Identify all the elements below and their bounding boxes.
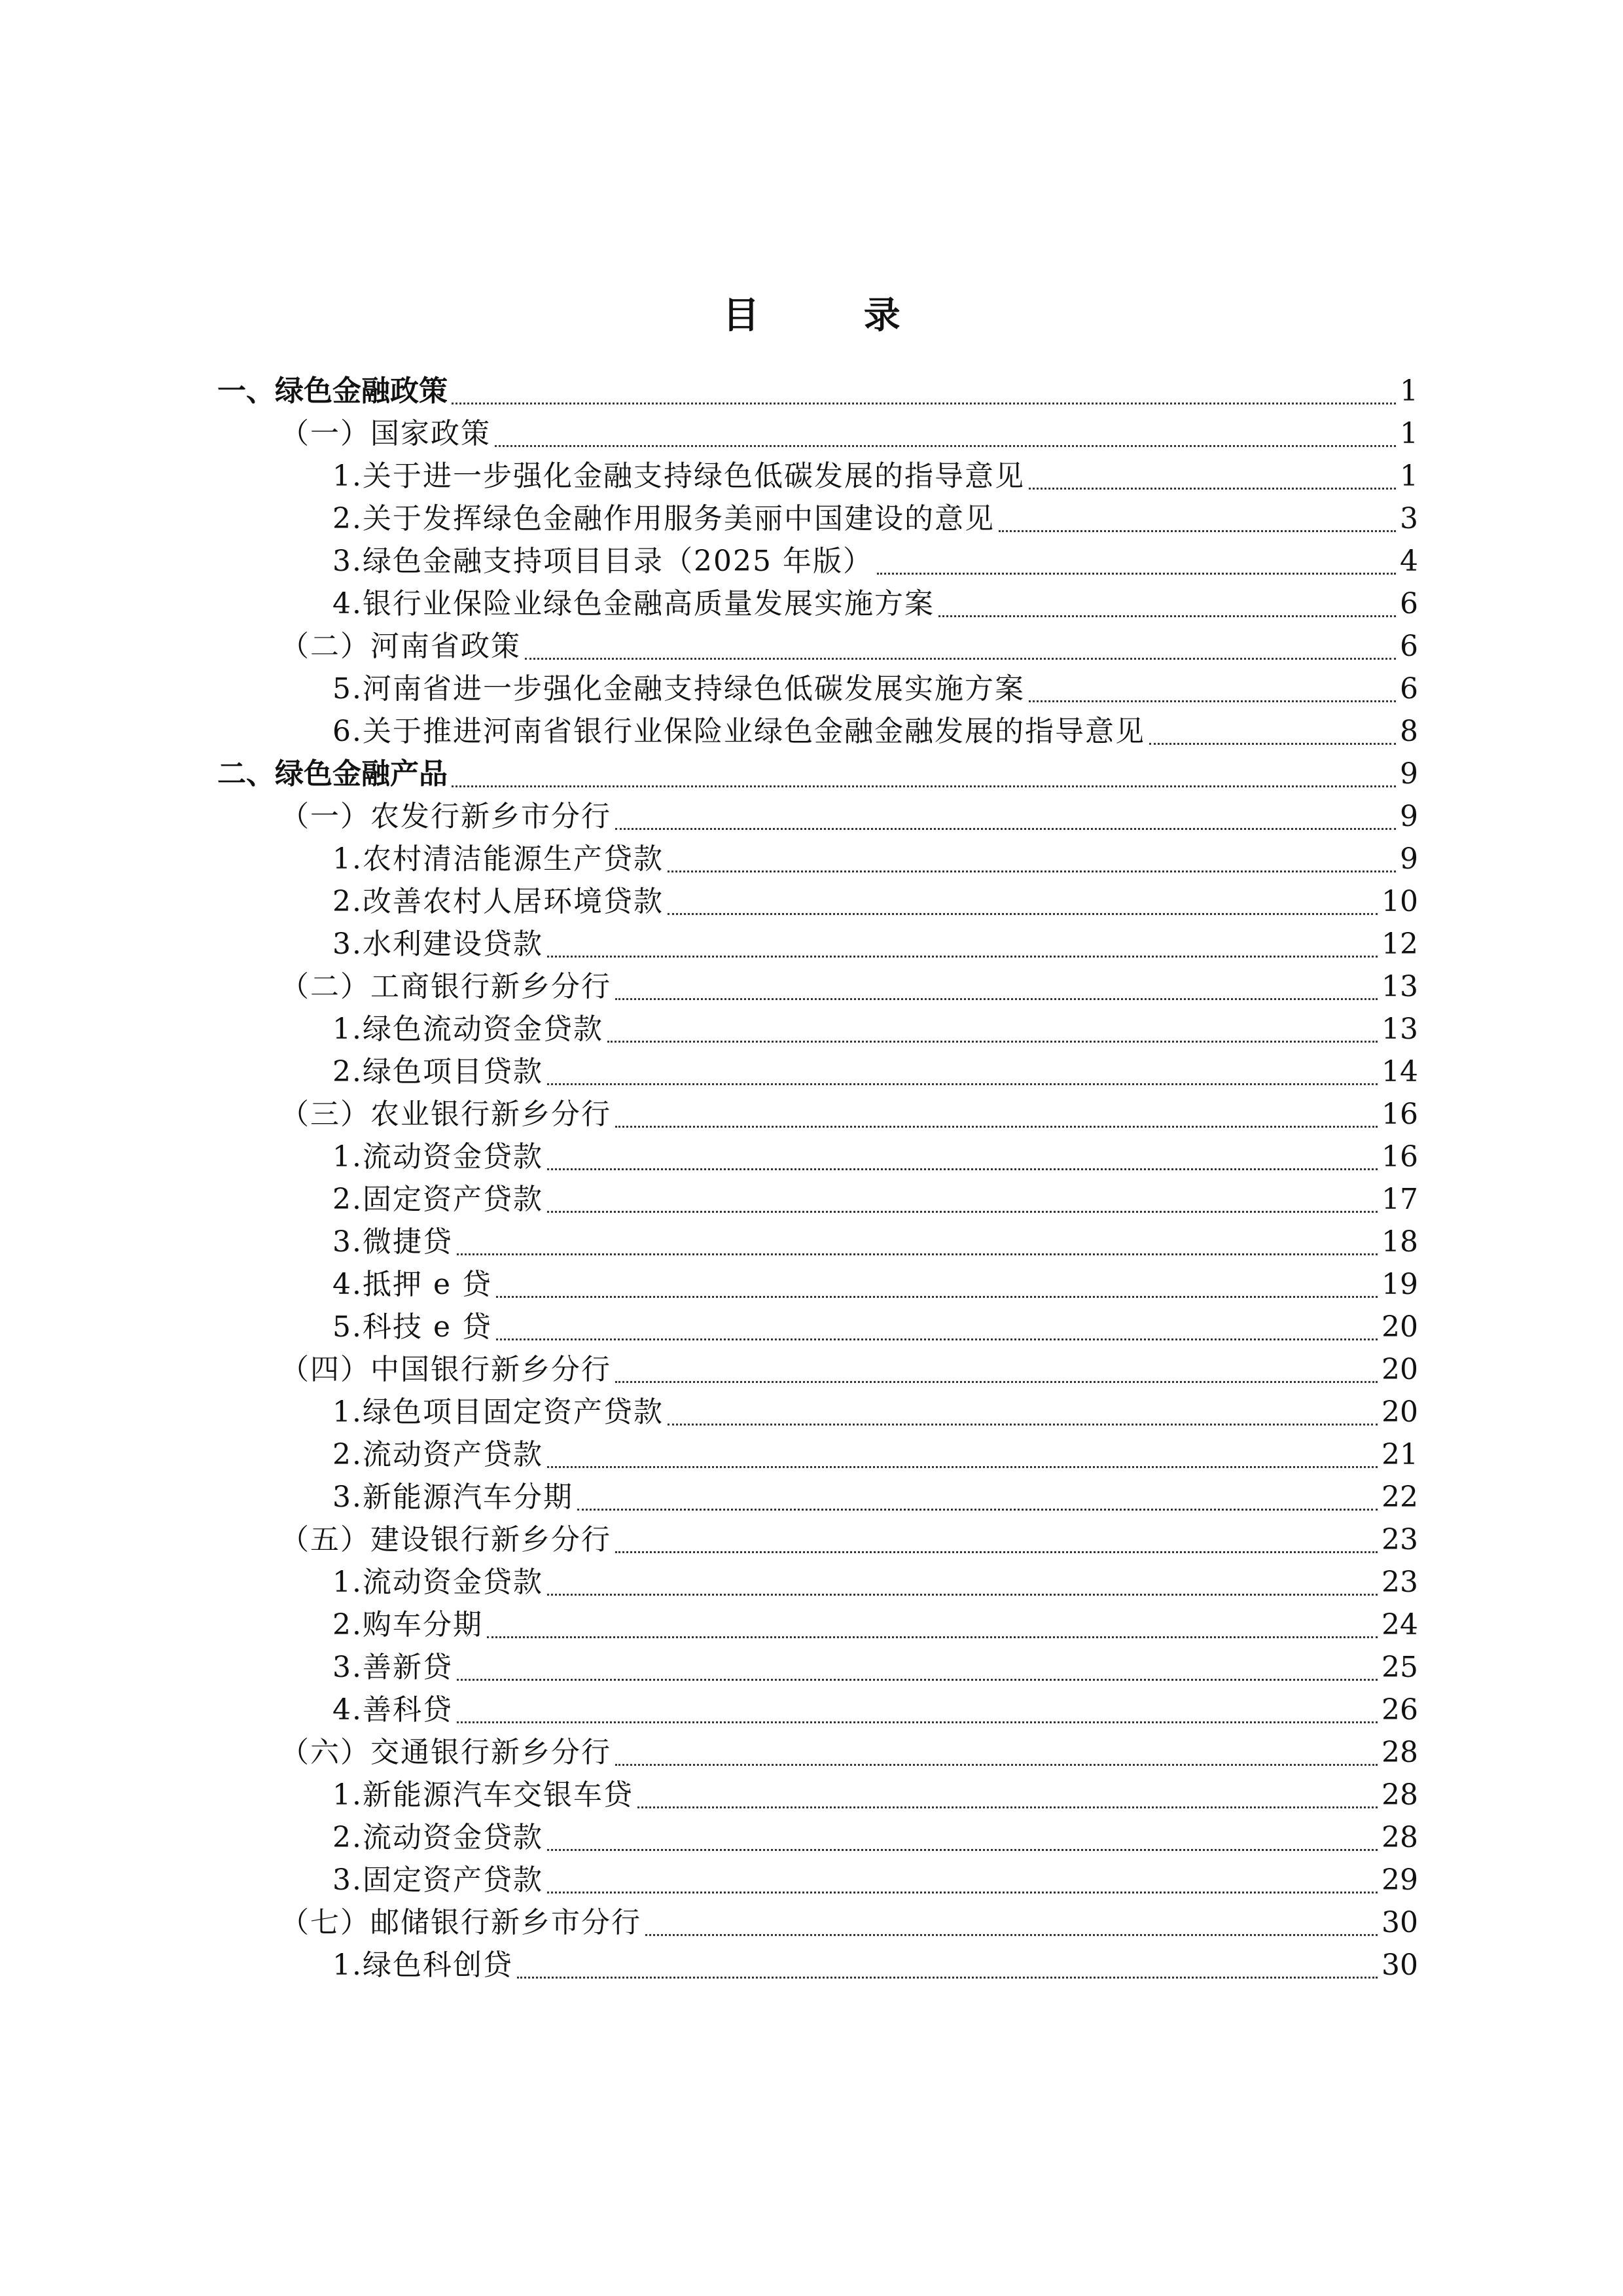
toc-entry-label: 一、绿色金融政策 <box>217 374 448 408</box>
toc-dot-leader <box>457 1679 1378 1681</box>
toc-section-entry[interactable] <box>217 1518 1418 1561</box>
toc-dot-leader <box>668 1424 1378 1426</box>
toc-section-entry[interactable] <box>217 625 1418 668</box>
toc-page-number: 20 <box>1382 1395 1418 1429</box>
toc-page-number: 9 <box>1400 800 1418 833</box>
toc-dot-leader <box>615 998 1378 1000</box>
toc-entry-label: （三）农业银行新乡分行 <box>280 1098 611 1131</box>
toc-page-number: 20 <box>1382 1353 1418 1386</box>
toc-chapter-entry[interactable] <box>217 370 1418 412</box>
toc-entry-label: （二）工商银行新乡分行 <box>280 970 611 1003</box>
toc-item-entry[interactable] <box>217 923 1418 965</box>
toc-page-number: 6 <box>1400 672 1418 706</box>
toc-item-entry[interactable] <box>217 1646 1418 1689</box>
toc-item-entry[interactable] <box>217 540 1418 583</box>
toc-dot-leader <box>457 1253 1378 1255</box>
toc-dot-leader <box>615 1764 1378 1766</box>
toc-page-number: 3 <box>1400 502 1418 535</box>
toc-section-entry[interactable] <box>217 965 1418 1008</box>
toc-item-entry[interactable] <box>217 1008 1418 1050</box>
toc-item-entry[interactable] <box>217 838 1418 880</box>
toc-item-entry[interactable] <box>217 1178 1418 1221</box>
toc-item-entry[interactable] <box>217 668 1418 710</box>
toc-item-entry[interactable] <box>217 1263 1418 1306</box>
toc-dot-leader <box>1029 700 1396 702</box>
toc-page-number: 10 <box>1382 885 1418 918</box>
toc-page-number: 18 <box>1382 1225 1418 1259</box>
toc-entry-label: 1.流动资金贷款 <box>332 1566 543 1599</box>
toc-entry-label: 1.关于进一步强化金融支持绿色低碳发展的指导意见 <box>332 459 1025 493</box>
toc-entry-label: 3.绿色金融支持项目目录（2025 年版） <box>332 545 873 578</box>
toc-entry-label: 2.关于发挥绿色金融作用服务美丽中国建设的意见 <box>332 502 995 535</box>
toc-page-number: 9 <box>1400 842 1418 876</box>
toc-entry-label: 3.固定资产贷款 <box>332 1863 543 1897</box>
toc-item-entry[interactable] <box>217 1944 1418 1986</box>
toc-dot-leader <box>877 573 1396 575</box>
toc-dot-leader <box>938 615 1396 617</box>
toc-entry-label: 3.新能源汽车分期 <box>332 1480 573 1514</box>
toc-entry-label: 3.水利建设贷款 <box>332 927 543 961</box>
toc-page-number: 8 <box>1400 715 1418 748</box>
toc-dot-leader <box>615 1551 1378 1553</box>
toc-page-number: 16 <box>1382 1140 1418 1174</box>
toc-page-number: 9 <box>1400 757 1418 791</box>
toc-entry-label: 2.绿色项目贷款 <box>332 1055 543 1088</box>
toc-page-number: 13 <box>1382 970 1418 1003</box>
page-title: 目 录 <box>722 295 946 337</box>
toc-entry-label: 4.善科贷 <box>332 1693 453 1727</box>
toc-entry-label: 3.善新贷 <box>332 1651 453 1684</box>
toc-item-entry[interactable] <box>217 710 1418 753</box>
toc-entry-label: 1.绿色流动资金贷款 <box>332 1013 603 1046</box>
toc-item-entry[interactable] <box>217 1136 1418 1178</box>
toc-page-number: 20 <box>1382 1310 1418 1344</box>
toc-dot-leader <box>1029 488 1396 490</box>
toc-entry-label: （五）建设银行新乡分行 <box>280 1523 611 1556</box>
toc-entry-label: 4.银行业保险业绿色金融高质量发展实施方案 <box>332 587 935 620</box>
toc-item-entry[interactable] <box>217 1391 1418 1433</box>
toc-dot-leader <box>547 1892 1378 1893</box>
toc-page-number: 30 <box>1382 1948 1418 1982</box>
toc-dot-leader <box>496 1296 1378 1298</box>
toc-entry-label: 1.农村清洁能源生产贷款 <box>332 842 664 876</box>
toc-page-number: 19 <box>1382 1268 1418 1301</box>
toc-page-number: 25 <box>1382 1651 1418 1684</box>
toc-page-number: 23 <box>1382 1523 1418 1556</box>
toc-entry-label: 2.购车分期 <box>332 1608 483 1641</box>
toc-page-number: 28 <box>1382 1736 1418 1769</box>
toc-dot-leader <box>615 1126 1378 1128</box>
toc-dot-leader <box>547 1594 1378 1596</box>
toc-dot-leader <box>1149 743 1396 745</box>
toc-item-entry[interactable] <box>217 1221 1418 1263</box>
toc-entry-label: 4.抵押 e 贷 <box>332 1268 492 1301</box>
toc-entry-label: 5.科技 e 贷 <box>332 1310 492 1344</box>
toc-item-entry[interactable] <box>217 1689 1418 1731</box>
toc-entry-label: （七）邮储银行新乡市分行 <box>280 1906 641 1939</box>
toc-dot-leader <box>495 445 1396 447</box>
toc-entry-label: 二、绿色金融产品 <box>217 757 448 791</box>
toc-dot-leader <box>517 1977 1378 1979</box>
toc-dot-leader <box>547 1083 1378 1085</box>
toc-entry-label: 2.流动资金贷款 <box>332 1821 543 1854</box>
toc-dot-leader <box>615 1381 1378 1383</box>
toc-item-entry[interactable] <box>217 1306 1418 1348</box>
toc-page-number: 24 <box>1382 1608 1418 1641</box>
toc-page-number: 13 <box>1382 1013 1418 1046</box>
toc-item-entry[interactable] <box>217 1816 1418 1859</box>
table-of-contents <box>217 370 1418 1986</box>
toc-page-number: 22 <box>1382 1480 1418 1514</box>
toc-page-number: 1 <box>1400 459 1418 493</box>
toc-dot-leader <box>615 828 1396 830</box>
toc-section-entry[interactable] <box>217 412 1418 455</box>
toc-item-entry[interactable] <box>217 1561 1418 1604</box>
toc-page-number: 28 <box>1382 1821 1418 1854</box>
toc-page-number: 1 <box>1400 417 1418 450</box>
toc-page-number: 1 <box>1400 374 1418 408</box>
toc-item-entry[interactable] <box>217 455 1418 497</box>
toc-item-entry[interactable] <box>217 880 1418 923</box>
toc-entry-label: （一）国家政策 <box>280 417 491 450</box>
toc-entry-label: 1.新能源汽车交银车贷 <box>332 1778 633 1812</box>
toc-dot-leader <box>577 1509 1378 1511</box>
toc-entry-label: 6.关于推进河南省银行业保险业绿色金融金融发展的指导意见 <box>332 715 1145 748</box>
toc-dot-leader <box>547 1211 1378 1213</box>
toc-section-entry[interactable] <box>217 1348 1418 1391</box>
toc-page-number: 21 <box>1382 1438 1418 1471</box>
toc-entry-label: 3.微捷贷 <box>332 1225 453 1259</box>
toc-dot-leader <box>547 1466 1378 1468</box>
toc-page-number: 14 <box>1382 1055 1418 1088</box>
toc-dot-leader <box>525 658 1396 660</box>
toc-dot-leader <box>487 1636 1378 1638</box>
toc-page-number: 4 <box>1400 545 1418 578</box>
toc-chapter-entry[interactable] <box>217 753 1418 795</box>
toc-item-entry[interactable] <box>217 1859 1418 1901</box>
toc-dot-leader <box>668 913 1378 915</box>
toc-page-number: 16 <box>1382 1098 1418 1131</box>
toc-entry-label: 2.改善农村人居环境贷款 <box>332 885 664 918</box>
toc-dot-leader <box>607 1041 1378 1043</box>
toc-page-number: 6 <box>1400 630 1418 663</box>
toc-item-entry[interactable] <box>217 1774 1418 1816</box>
toc-section-entry[interactable] <box>217 1093 1418 1136</box>
toc-page-number: 23 <box>1382 1566 1418 1599</box>
toc-entry-label: 1.绿色项目固定资产贷款 <box>332 1395 664 1429</box>
toc-dot-leader <box>637 1806 1378 1808</box>
toc-dot-leader <box>452 785 1396 787</box>
toc-dot-leader <box>547 956 1378 958</box>
toc-section-entry[interactable] <box>217 1731 1418 1774</box>
toc-page-number: 30 <box>1382 1906 1418 1939</box>
toc-dot-leader <box>496 1338 1378 1340</box>
toc-entry-label: 2.流动资产贷款 <box>332 1438 543 1471</box>
toc-item-entry[interactable] <box>217 1050 1418 1093</box>
toc-dot-leader <box>457 1721 1378 1723</box>
toc-entry-label: 2.固定资产贷款 <box>332 1183 543 1216</box>
toc-item-entry[interactable] <box>217 583 1418 625</box>
toc-dot-leader <box>452 403 1396 404</box>
toc-page-number: 6 <box>1400 587 1418 620</box>
toc-entry-label: （六）交通银行新乡分行 <box>280 1736 611 1769</box>
toc-dot-leader <box>668 870 1396 872</box>
toc-item-entry[interactable] <box>217 1604 1418 1646</box>
toc-entry-label: 1.流动资金贷款 <box>332 1140 543 1174</box>
toc-page-number: 17 <box>1382 1183 1418 1216</box>
toc-page-number: 12 <box>1382 927 1418 961</box>
toc-item-entry[interactable] <box>217 497 1418 540</box>
toc-page-number: 26 <box>1382 1693 1418 1727</box>
toc-dot-leader <box>999 530 1396 532</box>
toc-entry-label: （一）农发行新乡市分行 <box>280 800 611 833</box>
toc-dot-leader <box>547 1168 1378 1170</box>
toc-item-entry[interactable] <box>217 1433 1418 1476</box>
toc-section-entry[interactable] <box>217 1901 1418 1944</box>
toc-page-number: 29 <box>1382 1863 1418 1897</box>
toc-dot-leader <box>547 1849 1378 1851</box>
toc-entry-label: （二）河南省政策 <box>280 630 521 663</box>
toc-dot-leader <box>645 1934 1378 1936</box>
toc-section-entry[interactable] <box>217 795 1418 838</box>
toc-entry-label: 1.绿色科创贷 <box>332 1948 513 1982</box>
toc-page-number: 28 <box>1382 1778 1418 1812</box>
toc-entry-label: （四）中国银行新乡分行 <box>280 1353 611 1386</box>
toc-entry-label: 5.河南省进一步强化金融支持绿色低碳发展实施方案 <box>332 672 1025 706</box>
toc-item-entry[interactable] <box>217 1476 1418 1518</box>
